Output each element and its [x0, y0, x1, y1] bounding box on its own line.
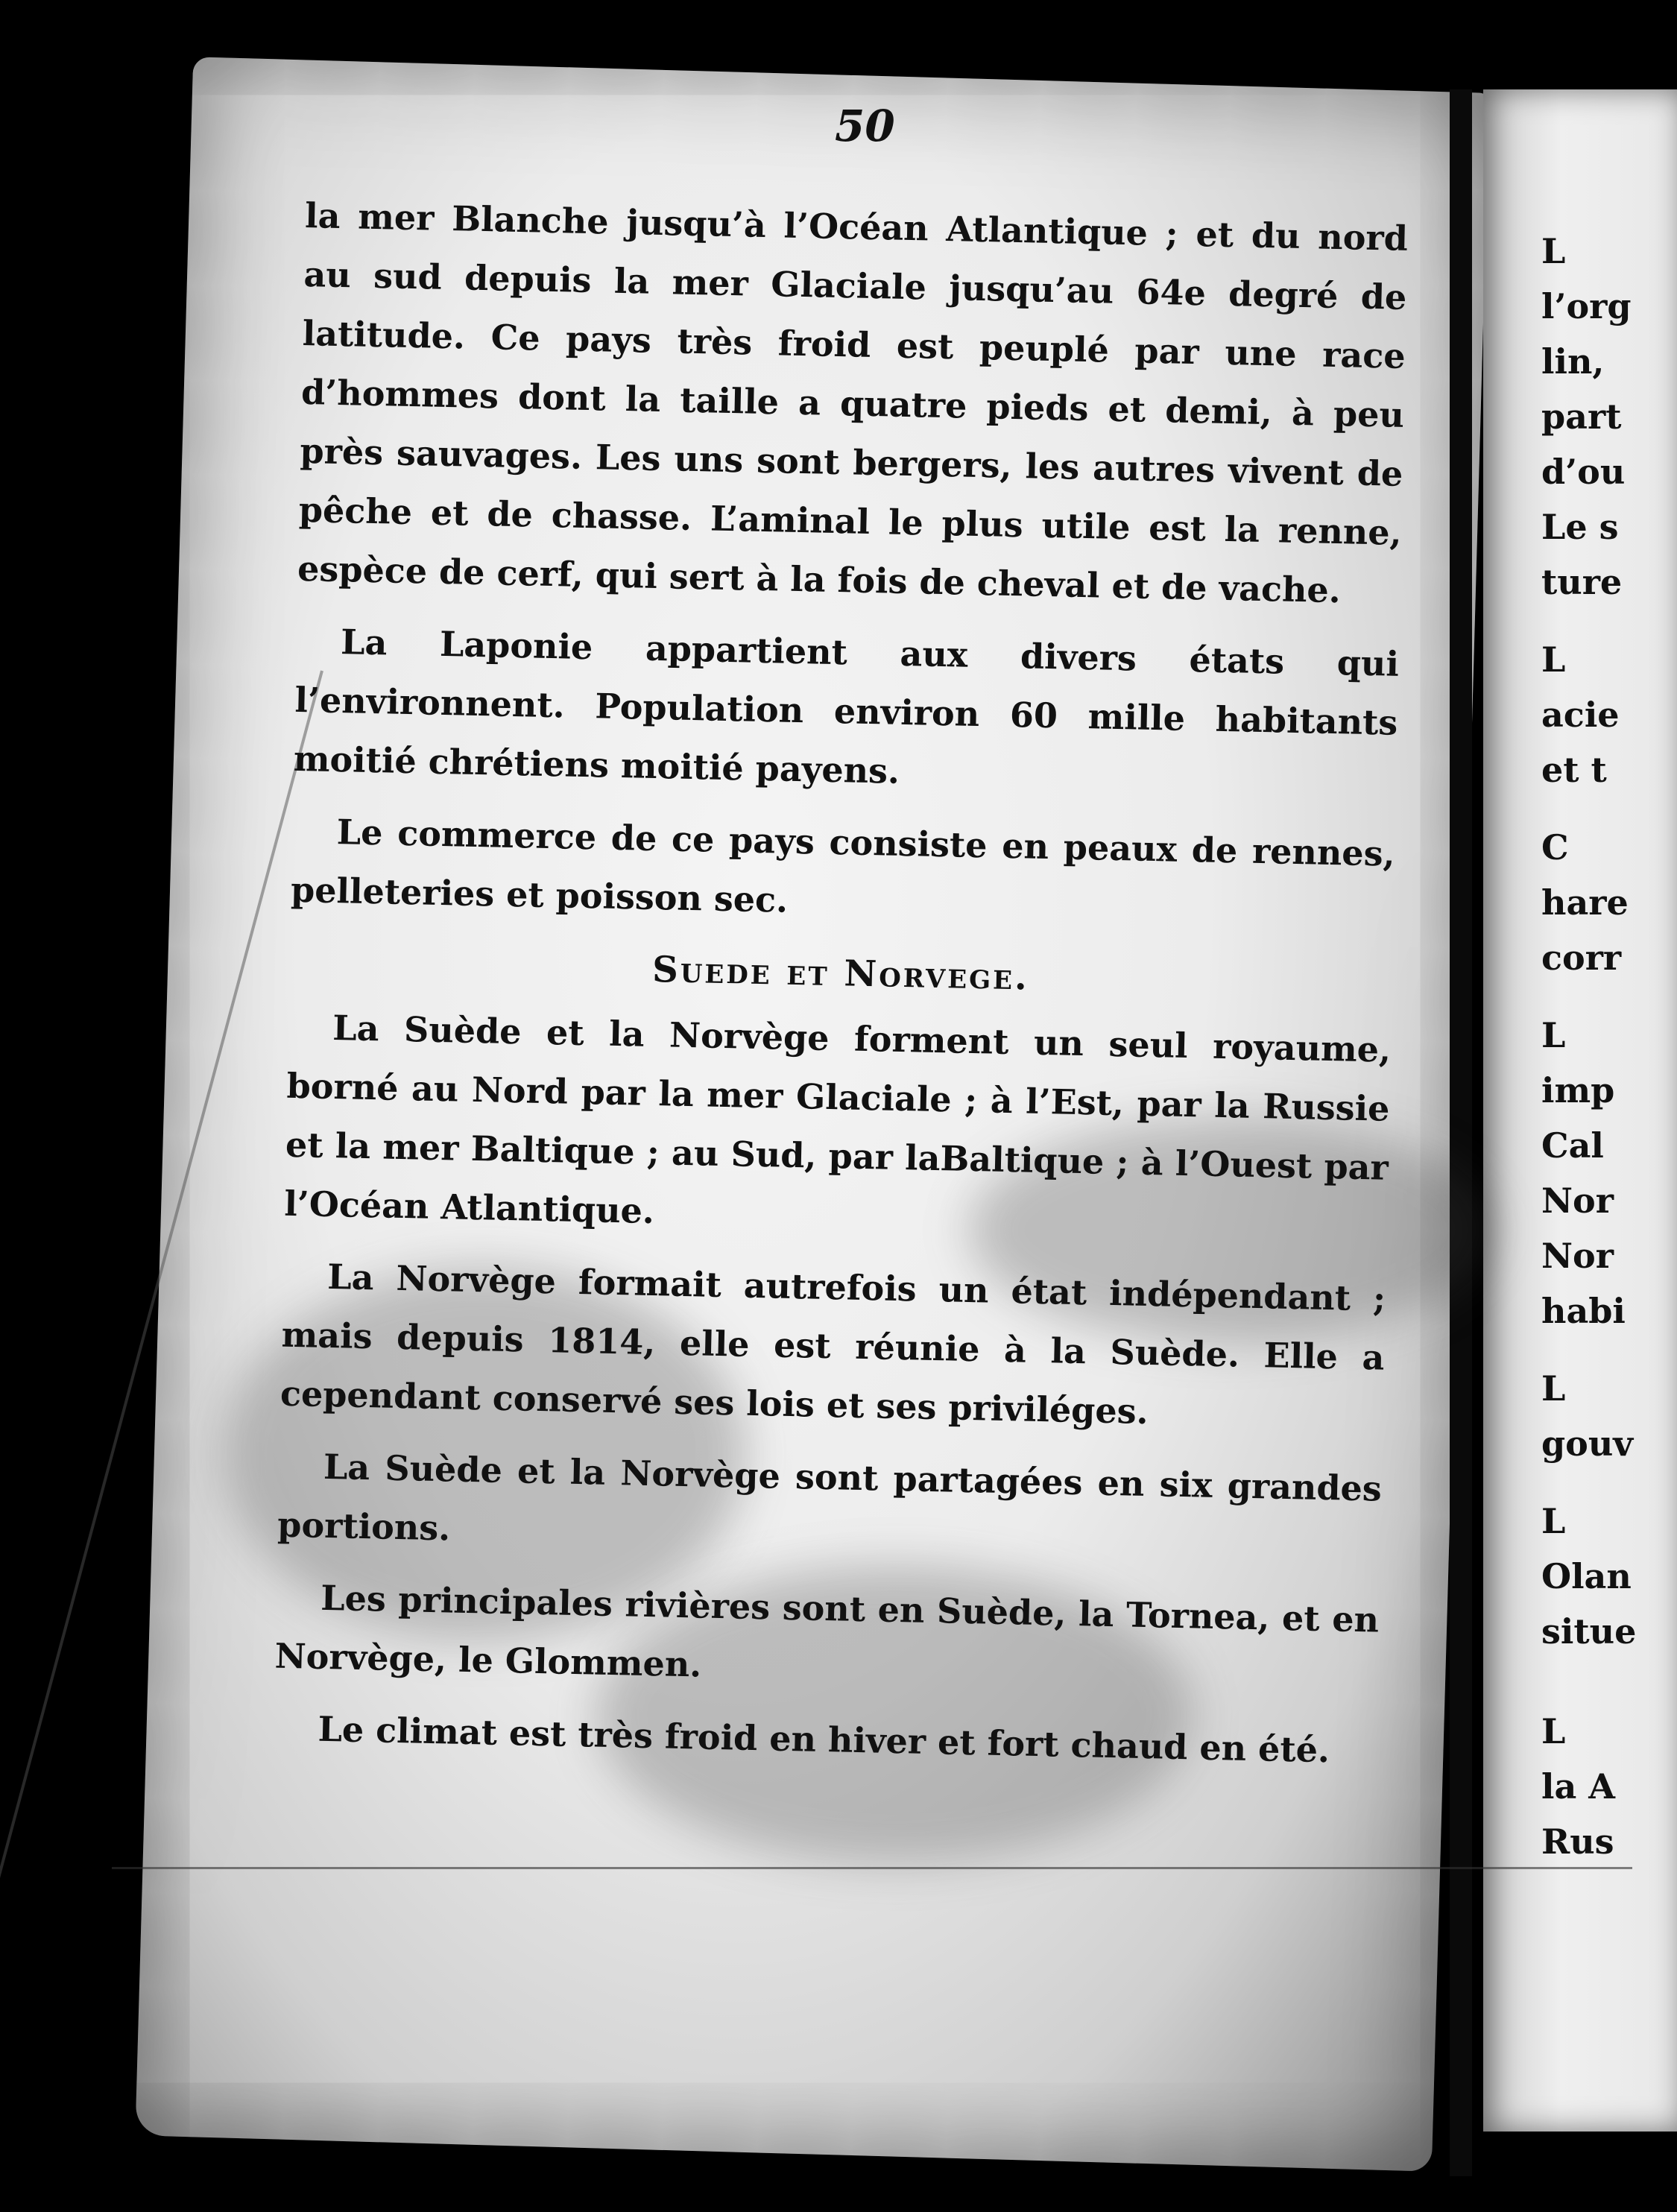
next-page-fragment: et t	[1541, 750, 1607, 790]
next-page-fragment: Le s	[1541, 507, 1619, 547]
next-page-fragment: L	[1541, 1015, 1566, 1055]
next-page-fragment	[1541, 610, 1636, 632]
next-page-fragment: la A	[1541, 1766, 1615, 1807]
next-page-fragment: acie	[1541, 695, 1620, 735]
next-page-fragment: Rus	[1541, 1821, 1614, 1862]
next-page-fragment: Olan	[1541, 1556, 1632, 1596]
next-page-fragment: l’org	[1541, 286, 1632, 326]
next-page-fragment: hare	[1541, 882, 1629, 923]
page-body	[272, 186, 1408, 1795]
next-page-fragment: L	[1541, 1711, 1566, 1751]
scan-line-artifact	[112, 1867, 1632, 1869]
paragraph: La Suède et la Norvège sont partagées en six grandes portions.	[277, 1446, 1383, 1549]
paragraph: Le commerce de ce pays consiste en peaux de rennes, pelleteries et poisson sec.	[290, 812, 1396, 920]
section-heading: Suede et Norvege.	[651, 948, 1030, 999]
next-page-fragment	[1541, 797, 1636, 820]
next-page-fragment: imp	[1541, 1070, 1615, 1110]
paragraph: Les principales rivières sont en Suède, la Tornea, et en Norvège, le Glommen.	[274, 1577, 1380, 1685]
next-page-fragment	[1541, 1339, 1636, 1361]
next-page-fragment: L	[1541, 639, 1566, 680]
paragraph: La Suède et la Norvège forment un seul royaume, borné au Nord par la mer Glaciale ; à l’Est, par la Russie et la mer Baltique ; au Sud, par laBaltique ; à l’Ouest par l’Océan Atlantique.	[283, 1008, 1392, 1232]
next-page-fragment: C	[1541, 827, 1569, 868]
next-page-fragment: part	[1541, 396, 1622, 437]
next-page-fragment	[1541, 1659, 1636, 1681]
next-page-fragment	[1541, 1681, 1636, 1704]
next-page-fragment: ture	[1541, 562, 1623, 602]
next-page-fragment: situe	[1541, 1611, 1637, 1652]
next-page-fragment: Cal	[1541, 1125, 1604, 1166]
paragraph: La Norvège formait autrefois un état indépendant ; mais depuis 1814, elle est réunie à la Suède. Elle a cependant conservé ses lois et ses priviléges.	[280, 1256, 1386, 1432]
next-page-text-fragments	[1541, 224, 1636, 1869]
next-page-fragment: L	[1541, 1368, 1566, 1409]
book-gutter	[1450, 89, 1472, 2176]
next-page-fragment: Nor	[1541, 1181, 1614, 1221]
next-page-fragment	[1541, 1471, 1636, 1494]
next-page-fragment: L	[1541, 1501, 1566, 1541]
next-page-fragment: habi	[1541, 1291, 1626, 1331]
paragraph: La Laponie appartient aux divers états qui l’environnent. Population environ 60 mille habitants moitié chrétiens moitié payens.	[293, 622, 1400, 791]
next-page-fragment: Nor	[1541, 1236, 1614, 1276]
paragraph: la mer Blanche jusqu’à l’Océan Atlantique ; et du nord au sud depuis la mer Glaciale jusqu’au 64e degré de latitude. Ce pays très froid est peuplé par une race d’hommes dont la taille a quatre pieds et demi, à peu près sauvages. Les uns sont bergers, les autres vivent de pêche et de chasse. L’aminal le plus utile est la renne, espèce de cerf, qui sert à la fois de cheval et de vache.	[297, 195, 1409, 611]
next-page-fragment: corr	[1541, 938, 1622, 978]
paragraph: Le climat est très froid en hiver et fort chaud en été.	[318, 1708, 1330, 1771]
next-page-fragment: gouv	[1541, 1423, 1634, 1464]
next-page-fragment	[1541, 985, 1636, 1008]
next-page-fragment: L	[1541, 231, 1566, 271]
next-page-fragment: d’ou	[1541, 452, 1626, 492]
next-page-fragment: lin,	[1541, 341, 1605, 382]
page-number: 50	[835, 101, 895, 151]
